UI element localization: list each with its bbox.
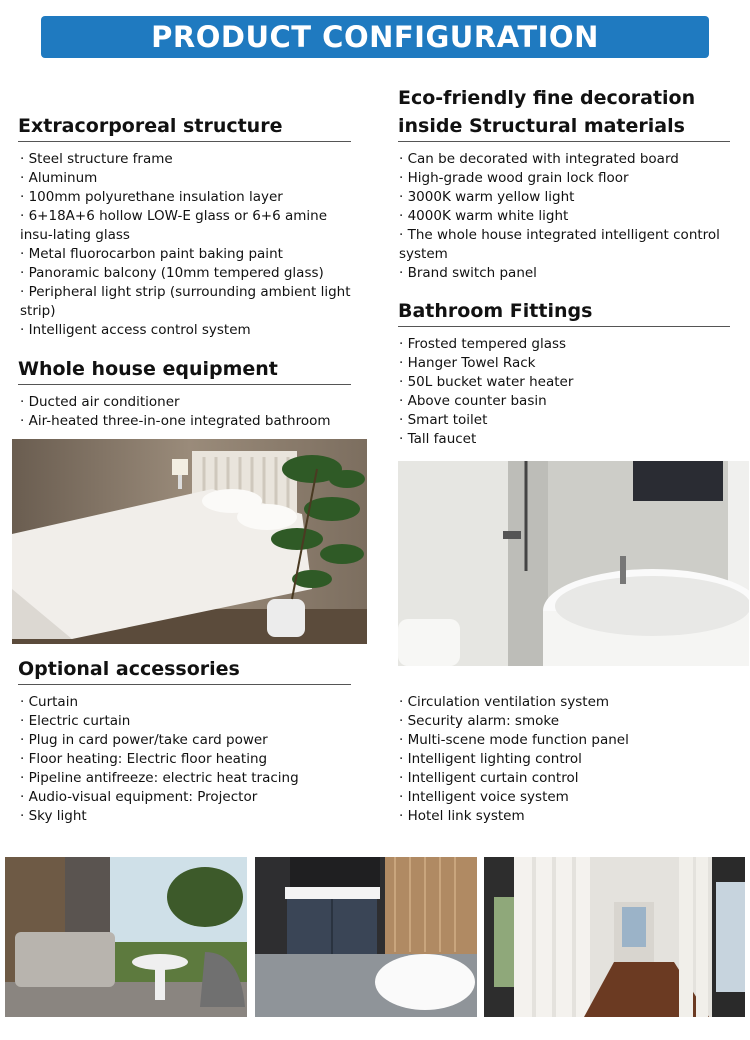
optional-right-list xyxy=(399,693,729,826)
extracorporeal-heading-text: Extracorporeal structure xyxy=(18,115,283,137)
list-item: · Intelligent voice system xyxy=(399,788,729,807)
list-item: · Sky light xyxy=(20,807,360,826)
page-title: PRODUCT CONFIGURATION xyxy=(151,20,599,54)
hallway-photo xyxy=(484,857,745,1017)
list-item: · 4000K warm white light xyxy=(399,207,729,226)
bathroom-heading xyxy=(398,297,730,327)
optional-heading-text: Optional accessories xyxy=(18,658,240,680)
extracorporeal-list xyxy=(20,150,352,340)
optional-heading xyxy=(18,655,351,685)
list-item: · Frosted tempered glass xyxy=(399,335,729,354)
bathroom-heading-text: Bathroom Fittings xyxy=(398,300,593,322)
bathroom-photo xyxy=(398,461,749,666)
list-item: · Smart toilet xyxy=(399,411,729,430)
eco-heading-line1: Eco-friendly fine decoration xyxy=(398,87,696,109)
equipment-list xyxy=(20,393,352,431)
list-item: · Hanger Towel Rack xyxy=(399,354,729,373)
eco-heading xyxy=(398,84,730,142)
list-item: · Circulation ventilation system xyxy=(399,693,729,712)
list-item: · 50L bucket water heater xyxy=(399,373,729,392)
list-item: · Audio-visual equipment: Projector xyxy=(20,788,360,807)
list-item: · Brand switch panel xyxy=(399,264,729,283)
list-item: · Electric curtain xyxy=(20,712,360,731)
list-item: · Multi-scene mode function panel xyxy=(399,731,729,750)
list-item: · Intelligent curtain control xyxy=(399,769,729,788)
equipment-heading xyxy=(18,355,351,385)
list-item: · Panoramic balcony (10mm tempered glass) xyxy=(20,264,352,283)
list-item: · Above counter basin xyxy=(399,392,729,411)
list-item: · Metal fluorocarbon paint baking paint xyxy=(20,245,352,264)
eco-list xyxy=(399,150,729,283)
list-item: · Air-heated three-in-one integrated bathroom xyxy=(20,412,352,431)
list-item: · Aluminum xyxy=(20,169,352,188)
equipment-heading-text: Whole house equipment xyxy=(18,358,278,380)
eco-heading-line2: inside Structural materials xyxy=(398,115,685,137)
list-item: · Tall faucet xyxy=(399,430,729,449)
extracorporeal-heading xyxy=(18,112,351,142)
list-item: · Can be decorated with integrated board xyxy=(399,150,729,169)
list-item: · 3000K warm yellow light xyxy=(399,188,729,207)
list-item: · Hotel link system xyxy=(399,807,729,826)
list-item: · Intelligent access control system xyxy=(20,321,352,340)
list-item: · Pipeline antifreeze: electric heat tracing xyxy=(20,769,360,788)
list-item: · 100mm polyurethane insulation layer xyxy=(20,188,352,207)
page-banner xyxy=(41,16,709,58)
living-room-photo xyxy=(5,857,247,1017)
list-item: · Floor heating: Electric floor heating xyxy=(20,750,360,769)
list-item: · Curtain xyxy=(20,693,360,712)
vanity-photo xyxy=(255,857,477,1017)
list-item: · Plug in card power/take card power xyxy=(20,731,360,750)
list-item: · Steel structure frame xyxy=(20,150,352,169)
list-item: · Ducted air conditioner xyxy=(20,393,352,412)
list-item: · High-grade wood grain lock floor xyxy=(399,169,729,188)
list-item: · Intelligent lighting control xyxy=(399,750,729,769)
bathroom-list xyxy=(399,335,729,449)
list-item: · Peripheral light strip (surrounding ambient light strip) xyxy=(20,283,352,321)
list-item: · Security alarm: smoke xyxy=(399,712,729,731)
bedroom-photo xyxy=(12,439,367,644)
list-item: · 6+18A+6 hollow LOW-E glass or 6+6 amine insu-lating glass xyxy=(20,207,352,245)
optional-left-list xyxy=(20,693,360,826)
list-item: · The whole house integrated intelligent control system xyxy=(399,226,729,264)
